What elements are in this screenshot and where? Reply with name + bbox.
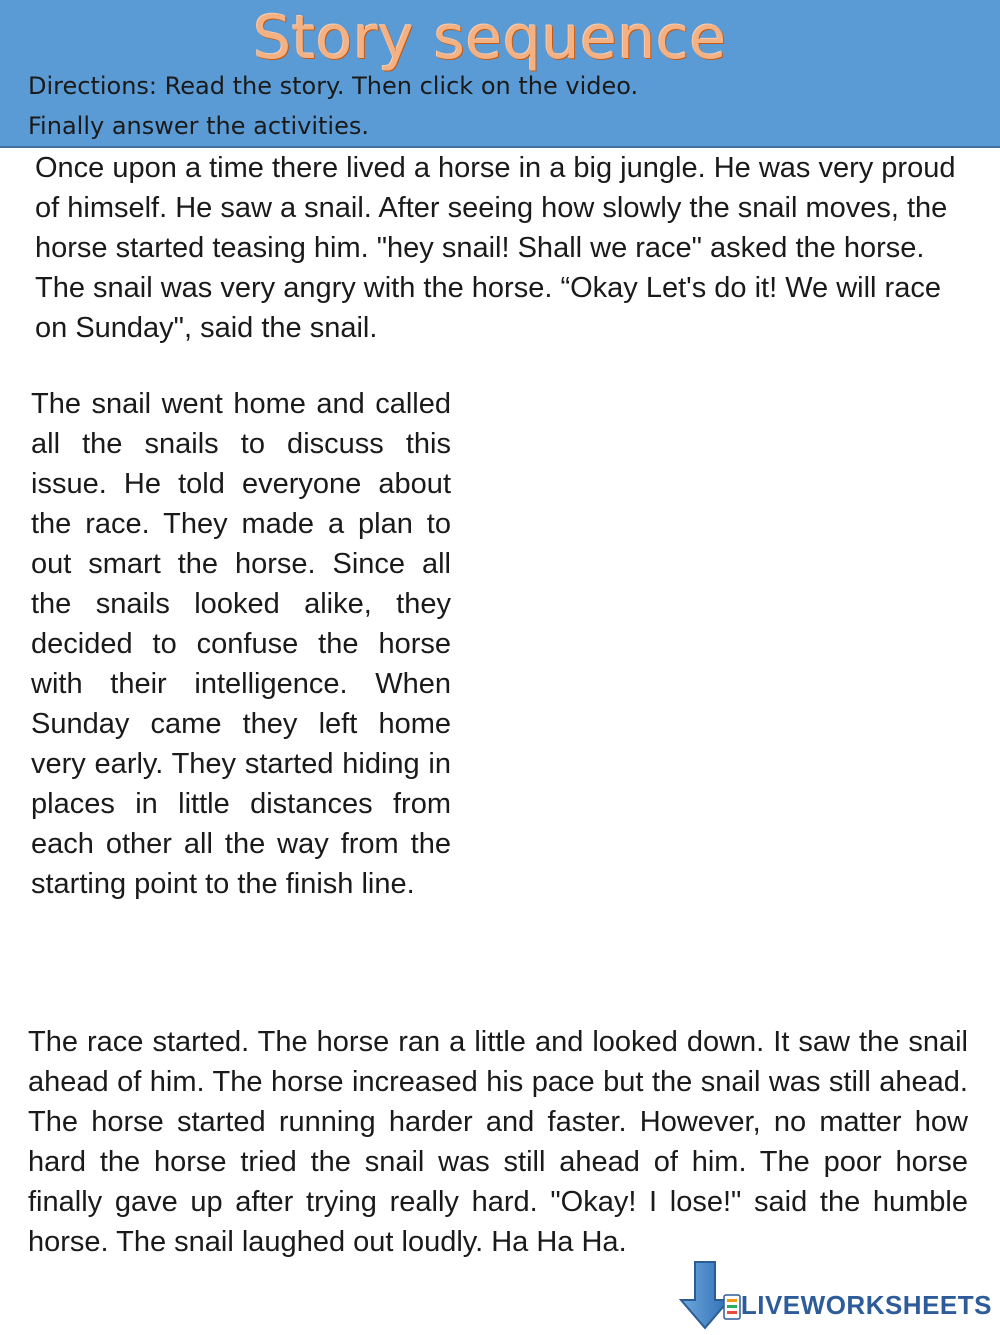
liveworksheets-text: LIVEWORKSHEETS [740, 1290, 992, 1320]
page-title [0, 2, 1000, 74]
directions [28, 66, 988, 146]
header-banner [0, 0, 1000, 148]
worksheet-badge-icon [723, 1294, 741, 1320]
story-paragraph-1: Once upon a time there lived a horse in a big jungle. He was very proud of himself. He saw a snail. After seeing how slowly the snail moves, the horse started teasing him. "hey snail! Shall we race" asked the horse. The snail was very angry with the horse. “Okay Let's do it! We will race on Sunday", said the snail. [35, 152, 956, 344]
page-title-text: Story sequence [253, 3, 727, 73]
directions-line-2: Finally answer the activities. [28, 112, 369, 140]
liveworksheets-logo[interactable] [679, 1260, 992, 1330]
story-paragraph-2: The snail went home and called all the snails to discuss this issue. He told everyone about the race. They made a plan to out smart the horse. Since all the snails looked alike, they decided to confuse the horse with their intelligence. When Sunday came they left home very early. They started hiding in places in little distances from each other all the way from the starting point to the finish line. [31, 388, 451, 900]
directions-line-1: Directions: Read the story. Then click on the video. [28, 72, 639, 100]
story-paragraph-3: The race started. The horse ran a little and looked down. It saw the snail ahead of him. The horse increased his pace but the snail was still ahead. The horse started running harder and faster. However, no matter how hard the horse tried the snail was still ahead of him. The poor horse finally gave up after trying really hard. "Okay! I lose!" said the humble horse. The snail laughed out loudly. Ha Ha Ha. [28, 1026, 968, 1258]
